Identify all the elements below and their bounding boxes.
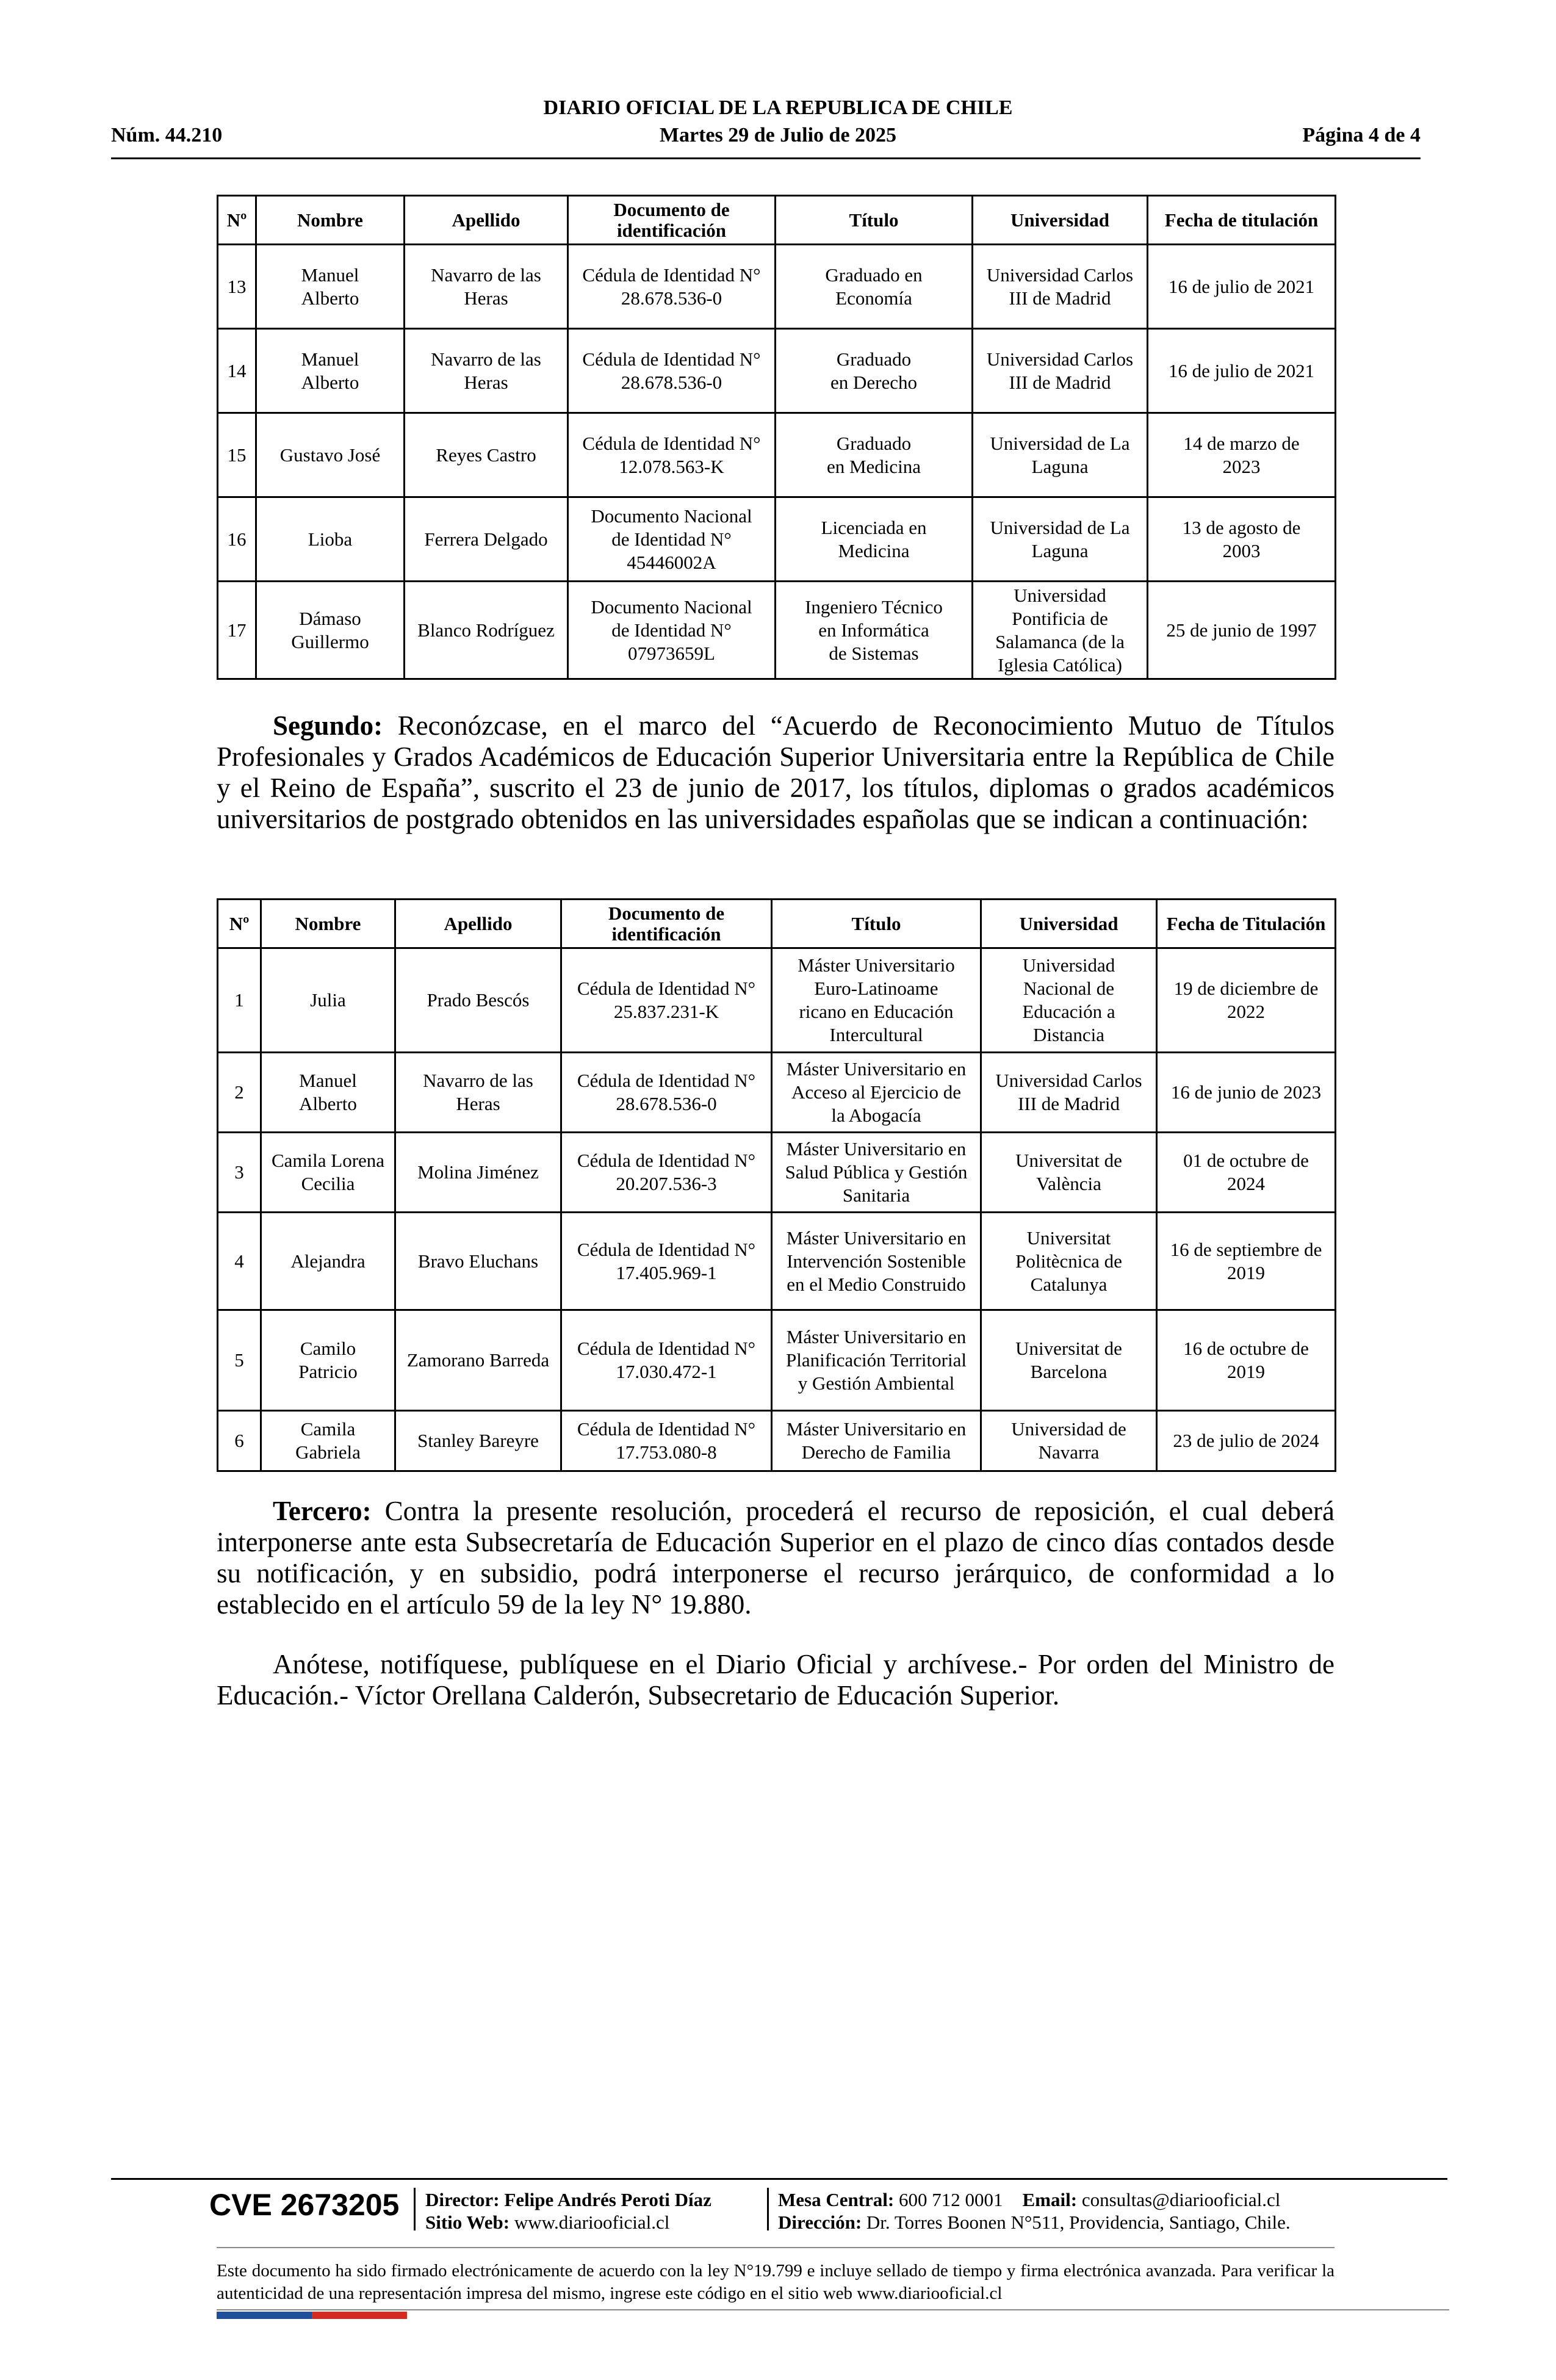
cell-name: Camila Lorena Cecilia xyxy=(261,1133,395,1213)
cve-code: CVE 2673205 xyxy=(209,2188,400,2222)
table-row xyxy=(218,329,1336,413)
footer-divider xyxy=(767,2188,769,2230)
segundo-label: Segundo: xyxy=(273,710,383,741)
cell-name: Camila Gabriela xyxy=(261,1411,395,1471)
footer-mid-rule xyxy=(217,2247,1334,2248)
cell-surname: Navarro de las Heras xyxy=(405,245,568,329)
cell-title: Graduado en Economía xyxy=(776,245,973,329)
cell-document: Documento Nacional de Identidad N° 45446002A xyxy=(568,497,776,582)
cell-date: 16 de julio de 2021 xyxy=(1148,245,1336,329)
table-row xyxy=(218,497,1336,582)
col-header-date: Fecha de Titulación xyxy=(1157,900,1336,948)
cell-date: 19 de diciembre de 2022 xyxy=(1157,948,1336,1053)
footer-site xyxy=(425,2211,669,2234)
col-header-number: Nº xyxy=(218,196,256,245)
cell-date: 16 de junio de 2023 xyxy=(1157,1053,1336,1133)
cell-name: Manuel Alberto xyxy=(261,1053,395,1133)
table-row xyxy=(218,413,1336,497)
cell-date: 01 de octubre de 2024 xyxy=(1157,1133,1336,1213)
cell-surname: Molina Jiménez xyxy=(395,1133,561,1213)
cell-document: Documento Nacional de Identidad N° 07973659L xyxy=(568,582,776,679)
cell-surname: Stanley Bareyre xyxy=(395,1411,561,1471)
tercero-label: Tercero: xyxy=(273,1496,372,1526)
cell-name: Dámaso Guillermo xyxy=(256,582,405,679)
cell-university: Universidad de La Laguna xyxy=(973,413,1148,497)
cell-number: 3 xyxy=(218,1133,261,1213)
cell-university: Universidad de La Laguna xyxy=(973,497,1148,582)
cell-title: Ingeniero Técnico en Informática de Sistemas xyxy=(776,582,973,679)
col-header-surname: Apellido xyxy=(405,196,568,245)
cell-university: Universidad de Navarra xyxy=(981,1411,1157,1471)
cell-number: 4 xyxy=(218,1213,261,1310)
col-header-university: Universidad xyxy=(981,900,1157,948)
cell-title: Máster Universitario en Acceso al Ejercicio de la Abogacía xyxy=(772,1053,981,1133)
cell-university: Universidad Carlos III de Madrid xyxy=(973,329,1148,413)
table-row xyxy=(218,1133,1336,1213)
electronic-signature-note: Este documento ha sido firmado electrónicamente de acuerdo con la ley N°19.799 e incluye sellado de tiempo y firma electrónica avanzada. Para verificar la autenticidad de una representación impresa del mismo, ingrese este código en el sitio web www.diariooficial.cl xyxy=(217,2261,1334,2303)
table-row xyxy=(218,948,1336,1053)
cell-number: 6 xyxy=(218,1411,261,1471)
cell-date: 23 de julio de 2024 xyxy=(1157,1411,1336,1471)
col-header-name: Nombre xyxy=(256,196,405,245)
address-text: Dr. Torres Boonen N°511, Providencia, Santiago, Chile. xyxy=(866,2212,1291,2233)
col-header-document: Documento de identificación xyxy=(561,900,772,948)
cell-name: Julia xyxy=(261,948,395,1053)
cell-name: Gustavo José xyxy=(256,413,405,497)
tercero-paragraph xyxy=(217,1496,1334,1620)
flag-stripe-red xyxy=(312,2312,407,2319)
col-header-name: Nombre xyxy=(261,900,395,948)
cell-university: Universidad Carlos III de Madrid xyxy=(973,245,1148,329)
cell-university: Universitat de València xyxy=(981,1133,1157,1213)
cell-date: 16 de septiembre de 2019 xyxy=(1157,1213,1336,1310)
cell-title: Graduado en Medicina xyxy=(776,413,973,497)
cell-number: 15 xyxy=(218,413,256,497)
cell-number: 2 xyxy=(218,1053,261,1133)
cell-document: Cédula de Identidad N° 17.030.472-1 xyxy=(561,1310,772,1411)
cell-surname: Zamorano Barreda xyxy=(395,1310,561,1411)
cell-number: 13 xyxy=(218,245,256,329)
flag-stripe-blue xyxy=(217,2312,312,2319)
cell-document: Cédula de Identidad N° 25.837.231-K xyxy=(561,948,772,1053)
footer-top-rule xyxy=(111,2178,1447,2180)
cell-number: 5 xyxy=(218,1310,261,1411)
table-row xyxy=(218,1310,1336,1411)
cell-title: Máster Universitario en Salud Pública y Gestión Sanitaria xyxy=(772,1133,981,1213)
cell-document: Cédula de Identidad N° 28.678.536-0 xyxy=(561,1053,772,1133)
cell-surname: Blanco Rodríguez xyxy=(405,582,568,679)
header-rule xyxy=(111,157,1421,159)
cell-name: Manuel Alberto xyxy=(256,329,405,413)
footer-bottom-rule xyxy=(217,2309,1449,2310)
footer-contact xyxy=(778,2188,1280,2211)
col-header-title: Título xyxy=(772,900,981,948)
cell-document: Cédula de Identidad N° 20.207.536-3 xyxy=(561,1133,772,1213)
cell-number: 14 xyxy=(218,329,256,413)
mesa-label: Mesa Central: xyxy=(778,2189,895,2210)
cell-surname: Bravo Eluchans xyxy=(395,1213,561,1310)
cell-name: Camilo Patricio xyxy=(261,1310,395,1411)
cell-document: Cédula de Identidad N° 17.405.969-1 xyxy=(561,1213,772,1310)
cell-date: 13 de agosto de 2003 xyxy=(1148,497,1336,582)
cell-title: Máster Universitario en Intervención Sostenible en el Medio Construido xyxy=(772,1213,981,1310)
director-name: Felipe Andrés Peroti Díaz xyxy=(504,2189,711,2210)
cell-university: Universitat Politècnica de Catalunya xyxy=(981,1213,1157,1310)
newspaper-title: DIARIO OFICIAL DE LA REPUBLICA DE CHILE xyxy=(543,96,1013,119)
col-header-surname: Apellido xyxy=(395,900,561,948)
col-header-university: Universidad xyxy=(973,196,1148,245)
col-header-document: Documento de identificación xyxy=(568,196,776,245)
email-address[interactable]: consultas@diariooficial.cl xyxy=(1081,2189,1281,2210)
tercero-text: Contra la presente resolución, procederá el recurso de reposición, el cual deberá interponerse ante esta Subsecretaría de Educación Superior en el plazo de cinco días contados desde su notificación, y en subsidio, podrá interponerse el recurso jerárquico, de conformidad a lo establecido en el artículo 59 de la ley N° 19.880. xyxy=(217,1496,1335,1620)
cell-document: Cédula de Identidad N° 12.078.563-K xyxy=(568,413,776,497)
mesa-number: 600 712 0001 xyxy=(899,2189,1003,2210)
footer-address xyxy=(778,2211,1291,2234)
cell-surname: Ferrera Delgado xyxy=(405,497,568,582)
cell-title: Máster Universitario en Derecho de Familia xyxy=(772,1411,981,1471)
col-header-date: Fecha de titulación xyxy=(1148,196,1336,245)
cell-document: Cédula de Identidad N° 28.678.536-0 xyxy=(568,329,776,413)
cell-name: Manuel Alberto xyxy=(256,245,405,329)
cell-surname: Prado Bescós xyxy=(395,948,561,1053)
cell-document: Cédula de Identidad N° 28.678.536-0 xyxy=(568,245,776,329)
site-label: Sitio Web: xyxy=(425,2212,510,2233)
cell-university: Universitat de Barcelona xyxy=(981,1310,1157,1411)
cell-title: Máster Universitario en Planificación Territorial y Gestión Ambiental xyxy=(772,1310,981,1411)
cell-university: Universidad Nacional de Educación a Distancia xyxy=(981,948,1157,1053)
cell-surname: Reyes Castro xyxy=(405,413,568,497)
closing-paragraph: Anótese, notifíquese, publíquese en el Diario Oficial y archívese.- Por orden del Ministro de Educación.- Víctor Orellana Calderón, Subsecretario de Educación Superior. xyxy=(217,1649,1334,1711)
cell-name: Alejandra xyxy=(261,1213,395,1310)
cell-document: Cédula de Identidad N° 17.753.080-8 xyxy=(561,1411,772,1471)
director-label: Director: xyxy=(425,2189,500,2210)
address-label: Dirección: xyxy=(778,2212,862,2233)
cell-surname: Navarro de las Heras xyxy=(405,329,568,413)
segundo-paragraph xyxy=(217,710,1334,835)
cell-date: 16 de octubre de 2019 xyxy=(1157,1310,1336,1411)
cell-title: Máster Universitario Euro-Latinoame ricano en Educación Intercultural xyxy=(772,948,981,1053)
cell-number: 16 xyxy=(218,497,256,582)
email-label: Email: xyxy=(1022,2189,1078,2210)
footer-director xyxy=(425,2188,711,2211)
cell-title: Graduado en Derecho xyxy=(776,329,973,413)
segundo-text: Reconózcase, en el marco del “Acuerdo de Reconocimiento Mutuo de Títulos Profesionales y Grados Académicos de Educación Superior Universitaria entre la República de Chile y el Reino de España”, suscrito el 23 de junio de 2017, los títulos, diplomas o grados académicos universitarios de postgrado obtenidos en las universidades españolas que se indican a continuación: xyxy=(217,710,1334,834)
page-number: Página 4 de 4 xyxy=(1302,124,1421,146)
col-header-title: Título xyxy=(776,196,973,245)
titles-table-1 xyxy=(217,195,1336,680)
cell-name: Lioba xyxy=(256,497,405,582)
col-header-number: Nº xyxy=(218,900,261,948)
publication-date: Martes 29 de Julio de 2025 xyxy=(659,124,897,146)
table-row xyxy=(218,245,1336,329)
site-url[interactable]: www.diariooficial.cl xyxy=(514,2212,670,2233)
cell-university: Universidad Carlos III de Madrid xyxy=(981,1053,1157,1133)
titles-table-2 xyxy=(217,898,1336,1472)
cell-date: 16 de julio de 2021 xyxy=(1148,329,1336,413)
cell-date: 25 de junio de 1997 xyxy=(1148,582,1336,679)
cell-number: 17 xyxy=(218,582,256,679)
cell-title: Licenciada en Medicina xyxy=(776,497,973,582)
cell-date: 14 de marzo de 2023 xyxy=(1148,413,1336,497)
issue-number: Núm. 44.210 xyxy=(111,124,223,146)
table-row xyxy=(218,582,1336,679)
cell-number: 1 xyxy=(218,948,261,1053)
table-row xyxy=(218,1213,1336,1310)
cell-surname: Navarro de las Heras xyxy=(395,1053,561,1133)
cell-university: Universidad Pontificia de Salamanca (de la Iglesia Católica) xyxy=(973,582,1148,679)
table-row xyxy=(218,1053,1336,1133)
table-row xyxy=(218,1411,1336,1471)
footer-divider xyxy=(414,2188,416,2230)
